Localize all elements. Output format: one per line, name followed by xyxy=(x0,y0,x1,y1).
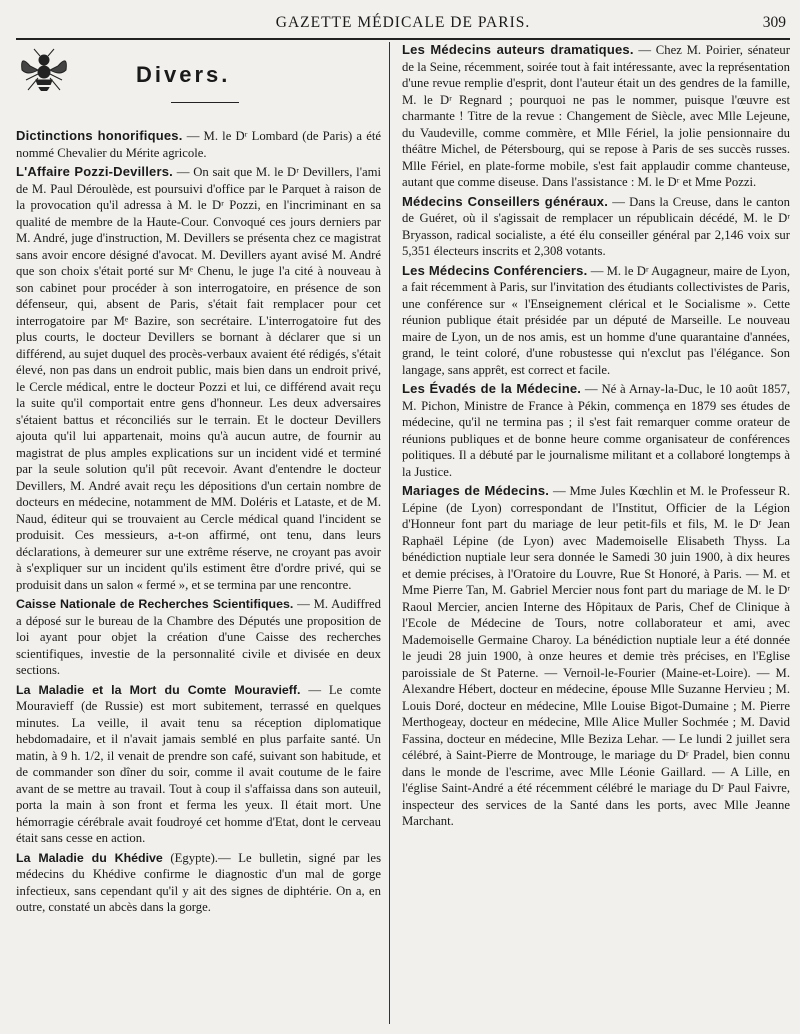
two-column-body xyxy=(16,42,790,1024)
section-rule xyxy=(171,102,239,103)
article-heading: Dictinctions honorifiques. xyxy=(16,128,183,143)
article-body: — M. le Dʳ Augagneur, maire de Lyon, a fait récemment à Paris, sur l'invitation des étudiants collectivistes de Paris, une conférence sur « l'Enseignement clérical et le Socialisme ». Cette réunion publique était présidée par un député de Marseille. Le nouveau maire de Lyon, un de nos amis, est un homme d'une quarantaine d'années, grand, le teint coloré, d'une robustesse qui n'exclut pas l'élégance. Son langage, sans apprêt, est correct et facile. xyxy=(402,263,790,377)
article-khedive xyxy=(16,850,381,916)
article-body: — Dans la Creuse, dans le canton de Guéret, où il s'agissait de remplacer un républicain décédé, M. le Dʳ Bryasson, radical socialiste, a été élu conseiller général par 2,146 voix sur 5,351 électeurs inscrits et 2,308 votants. xyxy=(402,194,790,258)
page-number: 309 xyxy=(762,14,786,31)
article-pozzi-devillers xyxy=(16,164,381,593)
article-body: — M. le Dʳ Lombard (de Paris) a été nommé Chevalier du Mérite agricole. xyxy=(16,129,381,160)
article-conseillers-generaux xyxy=(402,194,790,260)
article-heading: L'Affaire Pozzi-Devillers. xyxy=(16,164,173,179)
section-title: Divers. xyxy=(136,62,231,87)
right-column xyxy=(389,42,790,1024)
article-heading: Les Médecins Conférenciers. xyxy=(402,262,588,278)
article-heading: Médecins Conseillers généraux. xyxy=(402,193,609,209)
article-body: — Né à Arnay-la-Duc, le 10 août 1857, M. Pichon, Ministre de France à Pékin, commença en 1879 ses études de médecine, qu'il ne termina pas ; il s'est fait remarquer comme orateur de réunions publiques et de bonne heure comme organisateur de conférences politiques. Il a débuté par le journalisme militant et a collaboré longtemps à la Justice. xyxy=(402,382,790,479)
article-body: — On sait que M. le Dʳ Devillers, l'ami de M. Paul Déroulède, est poursuivi d'office par le Parquet à raison de la provocation qu'il adressa à M. le Dʳ Pozzi, en l'incriminant en sa qualité de membre de la Haute-Cour. Convoqué ces jours derniers par M. André, juge d'instruction, M. Devillers se présenta chez ce magistrat sans avoir encore désigné d'avocat. M. Devillers ayant avisé M. André que son choix s'était porté sur Mᵉ Chenu, le juge l'a cité à nouveau à son cabinet pour procéder à son interrogatoire, en présence de son défenseur, qui, absent de Paris, s'était fait remplacer pour cet interrogatoire par Mᵉ Bazire, son secrétaire. L'interrogatoire fut des plus courts, le docteur Devillers se bornant à déclarer que si un différend, au sujet duquel des procès-verbaux avaient été rédigés, s'était élevé, non pas dans un endroit public, mais bien dans un endroit privé, le Cercle médical, entre le docteur Pozzi et lui, ce différend avait reçu la suite qu'il comportait entre gens d'honneur. Les deux adversaires s'étaient battus et réconciliés sur le terrain. Et le docteur Devillers ajouta qu'il lui appartenait, moins qu'à aucun autre, de fournir au magistrat de plus amples explications sur un incident vidé et terminé par la seule solution qu'il pût recevoir. Avant d'entendre le docteur Devillers, M. André avait reçu les dépositions d'un certain nombre de docteurs en médecine, notamment de MM. Doléris et Lataste, et de M. Naud, éditeur qui se trouvaient au Cercle médical quand l'incident se produisit. Ces messieurs, a-t-on affirmé, ont tenu, dans leurs déclarations, à demeurer sur une extrême réserve, ne croyant pas avoir à s'expliquer sur un incident qu'ils estiment être d'ordre privé, qui se produisit dans un salon « fermé », et se termina par une rencontre. xyxy=(16,165,381,592)
article-body: — Mme Jules Kœchlin et M. le Professeur R. Lépine (de Lyon) correspondant de l'Institut, Officier de la Légion d'Honneur font part du mariage de leur petit-fils et fils, M. le Dʳ Jean Raphaël Lépine (de Lyon) avec Mademoiselle Elisabeth Thyss. La bénédiction nuptiale leur sera donnée le Samedi 30 juin 1900, à dix heures et demie précises, à l'Oratoire du Louvre, Rue St Honoré, à Paris. — M. et Mme Pierre Tan, M. Gabriel Mercier nous font part du mariage de M. le Dʳ Raoul Mercier, ancien Interne des Hôpitaux de Paris, Chef de Clinique à l'Ecole de Médecine de Tours, notre collaborateur et ami, avec Mademoiselle Germaine Charoy. La bénédiction nuptiale leur a été donnée le jeudi 28 juin 1900, à onze heures et demie très précises, en l'Eglise paroissiale de St Paterne. — Vernoil-le-Fourier (Maine-et-Loire). — M. Alexandre Hébert, docteur en médecine, épouse Mlle Suzanne Hervieu ; M. Louis Doré, docteur en médecine, Mlle Louise Bigot-Dumaine ; M. Pierre Merthogeay, docteur en médecine, Mlle Alice Muller Sochmée ; M. David Fassina, docteur en médecine, Mlle Beziza Lehar. — Le lundi 2 juillet sera célébré, à Saint-Pierre de Montrouge, le mariage du Dʳ Pradel, bien connu dans le monde de l'escrime, avec Mlle Léonie Gaillard. — A Lille, en l'église Saint-André a été récemment célébré le mariage du Dʳ Paul Faivre, inspecteur des services de la Santé dans les ports, avec Mlle Jeanne Marchant. xyxy=(402,484,790,828)
article-distinctions xyxy=(16,128,381,161)
article-mariages xyxy=(402,483,790,830)
page-header xyxy=(16,0,790,40)
section-header xyxy=(16,42,381,128)
article-evades-medecine xyxy=(402,381,790,480)
article-conferenciers xyxy=(402,263,790,379)
article-heading: Les Évadés de la Médecine. xyxy=(402,381,582,396)
article-heading: La Maladie du Khédive xyxy=(16,850,163,865)
article-heading: Les Médecins auteurs dramatiques. xyxy=(402,42,634,57)
article-body: — Le comte Mouravieff (de Russie) est mort subitement, terrassé en quelques minutes. La veille, il avait tenu sa réception diplomatique hebdomadaire, et il n'avait jamais semblé en plus parfaite santé. Un matin, à 9 h. 1/2, il venait de prendre son café, suivant son habitude, et de commander son dîner du soir, comme il avait coutume de le faire avant de se mettre au travail. Tout à coup il s'affaissa dans son auteuil, porta la main à son front et ferma les yeux. Il était mort. Une hémorragie cérébrale avait foudroyé cet homme d'Etat, dont le cerveau était sans cesse en action. xyxy=(16,682,382,845)
article-body: — M. Audiffred a déposé sur le bureau de la Chambre des Députés une proposition de loi ayant pour objet la création d'une Caisse des recherches scientifiques, investie de la personnalité civile et divisée en deux sections. xyxy=(16,597,381,677)
article-body: (Egypte).— Le bulletin, signé par les médecins du Khédive confirme le diagnostic d'un mal de gorge infectieux, sans cependant qu'il y ait des signes de diphtérie. On a, en outre, constaté un abcès dans la gorge. xyxy=(16,850,382,914)
article-mouravieff xyxy=(16,682,381,847)
article-heading: La Maladie et la Mort du Comte Mouravieff. xyxy=(16,682,301,697)
article-body: — Chez M. Poirier, sénateur de la Seine, récemment, soirée tout à fait intéressante, avec la représentation d'une revue remplie d'esprit, dont l'auteur était un des gendres de la famille, M. le Dʳ Regnard ; pourquoi ne pas le nommer, puisque l'œuvre est charmante ! Titre de la revue : Changement de Siècle, avec Mlle Lejeune, du Vaudeville, comme commère, et Mlle Fériel, la jolie pensionnaire du théâtre Michel, de Pétersbourg, qui se repose à Paris de ses succès russes. Mlle Fériel, en plate-forme mobile, s'est fait applaudir comme chanteuse, autant que comme diseuse. Dans l'assistance : M. le Dʳ et Mme Pozzi. xyxy=(402,43,790,189)
left-column xyxy=(16,42,389,1024)
article-auteurs-dramatiques xyxy=(402,42,790,191)
article-caisse-nationale xyxy=(16,596,381,679)
article-heading: Mariages de Médecins. xyxy=(402,483,550,498)
running-title: GAZETTE MÉDICALE DE PARIS. xyxy=(275,14,531,31)
bee-ornament-icon xyxy=(16,46,72,106)
article-heading: Caisse Nationale de Recherches Scientifiques. xyxy=(16,597,294,611)
